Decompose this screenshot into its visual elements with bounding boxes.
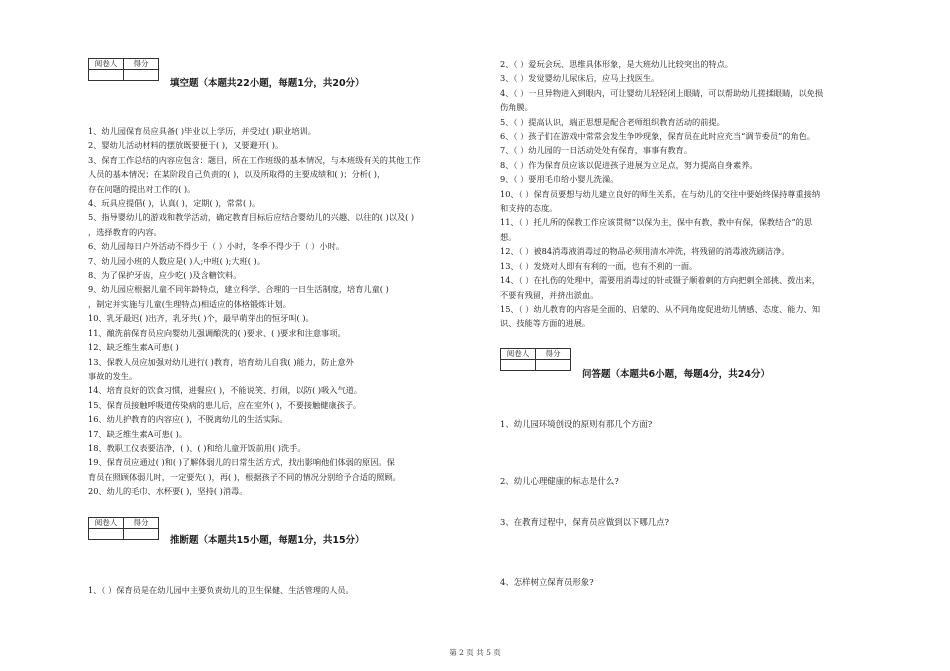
question-line: 20、幼儿的毛巾、水杯要( )，坚持( )消毒。 <box>88 486 248 497</box>
qa-question: 4、怎样树立保育员形象? <box>500 577 594 587</box>
question-line: 4、玩具应提倡( )，认真( )，定期( )，常常( )。 <box>88 198 261 209</box>
fill-blank-title: 填空题（本题共22小题，每题1分，共20分） <box>170 78 365 89</box>
question-line: 1、幼儿园保育员应具备( )毕业以上学历，并受过( )职业培训。 <box>88 126 316 136</box>
question-line: 想。 <box>500 231 517 242</box>
question-line: 育员在照顾体弱儿时，一定要先( )，再( )，根据孩子不同的情况分别给予合适的照顾。 <box>88 471 401 482</box>
question-line: 9、幼儿园应根据儿童不同年龄特点，建立科学、合理的一日生活制度，培育儿童( ) <box>88 284 389 295</box>
question-line: 18、教职工仪表要洁净，( )、( )和给儿童开饭前用( )洗手。 <box>88 442 306 453</box>
score-label: 得分 <box>124 518 159 529</box>
question-line: 和支持的态度。 <box>500 203 558 214</box>
page-footer: 第 2 页 共 5 页 <box>449 648 501 657</box>
reviewer-label: 阅卷人 <box>89 59 124 70</box>
question-line: 事故的发生。 <box>88 370 138 381</box>
qa-title: 问答题（本题共6小题，每题4分，共24分） <box>582 369 770 380</box>
question-line: 8、为了保护牙齿，应少吃( )及含糖饮料。 <box>88 270 242 281</box>
score-cell[interactable] <box>536 360 571 371</box>
judge-questions-left <box>88 583 492 597</box>
score-cell[interactable] <box>124 529 159 540</box>
qa-question: 2、幼儿心理健康的标志是什么? <box>500 476 619 486</box>
question-line: 14、（ ）在扎伤的处理中，需要用消毒过的针或镊子顺着刺的方向把刺全部挑、拨出来， <box>500 275 821 286</box>
reviewer-label: 阅卷人 <box>501 349 536 360</box>
question-line: 16、幼儿护教育的内容应( )，不脱离幼儿的生活实际。 <box>88 414 288 425</box>
question-line: 3、保育工作总结的内容应包含：题目，所在工作班级的基本情况，与本班级有关的其他工作 <box>88 154 421 165</box>
question-line: 伤角膜。 <box>500 102 533 113</box>
question-line: 8、（ ）作为保育员应该以促进孩子进展为立足点，努力提高自身素养。 <box>500 159 758 170</box>
question-line: 13、（ ）发烧对人即有有利的一面，也有不利的一面。 <box>500 260 698 271</box>
fill-blank-questions <box>88 124 492 499</box>
question-line: 14、培育良好的饮食习惯，进餐应( )，不能说笑、打闹，以防( )吸入气道。 <box>88 385 363 396</box>
question-line: 存在问题的提出对工作的( )。 <box>88 183 196 194</box>
reviewer-cell[interactable] <box>89 529 124 540</box>
question-line: 6、幼儿园每日户外活动不得少于（ ）小时，冬季不得少于（ ）小时。 <box>88 241 345 252</box>
question-line: 6、（ ）孩子们在游戏中常常会发生争吵现象，保育员在此时应充当“调节委员”的角色。 <box>500 131 816 142</box>
judge-questions-right <box>500 57 910 331</box>
question-line: 7、幼儿园小班的人数应是( )人;中班( );大班( )。 <box>88 255 265 266</box>
judge-title: 推断题（本题共15小题，每题1分，共15分） <box>170 535 365 546</box>
question-line: 12、（ ）被84消毒液消毒过的物品必须用清水冲洗，将残留的消毒液洗刷洁净。 <box>500 246 790 257</box>
score-table-fill <box>88 58 159 81</box>
question-line: 2、（ ）爱玩会玩、思维具体形象，是大班幼儿比较突出的特点。 <box>500 59 733 69</box>
question-line: ，制定并实施与儿童(生理特点)相适应的体格锻炼计划。 <box>88 298 291 309</box>
question-line: 不要有残留，并挤出淤血。 <box>500 289 599 300</box>
reviewer-cell[interactable] <box>501 360 536 371</box>
score-cell[interactable] <box>124 70 159 81</box>
score-table-judge <box>88 517 159 540</box>
score-table-qa <box>500 348 571 371</box>
question-line: 5、指导婴幼儿的游戏和教学活动，确定教育目标后应结合婴幼儿的兴趣、以往的( )以及( ) <box>88 212 415 223</box>
question-line: ，选择教育的内容。 <box>88 226 162 237</box>
reviewer-label: 阅卷人 <box>89 518 124 529</box>
question-line: 10、（ ）保育员要想与幼儿建立良好的师生关系，在与幼儿的交往中要始终保持尊重接纳 <box>500 188 821 199</box>
qa-question: 3、在教育过程中，保育员应做到以下哪几点? <box>500 517 669 527</box>
question-line: 2、婴幼儿活动材料的摆放既要便于( )，又要避开( )。 <box>88 140 284 151</box>
question-line: 12、缺乏维生素A可患( ) <box>88 342 179 353</box>
question-line: 15、（ ）幼儿教育的内容是全面的、启蒙的、从不同角度促进幼儿情感、态度、能力、知 <box>500 303 821 314</box>
question-line: 5、（ ）提高认识，端正思想是配合老师组织教育活动的前提。 <box>500 116 725 127</box>
question-line: 识、技能等方面的进展。 <box>500 318 591 329</box>
question-line: 9、（ ）要用毛巾给小婴儿洗澡。 <box>500 174 619 185</box>
question-line: 4、（ ）一旦异物进入到眼内，可让婴幼儿轻轻闭上眼睛，可以帮助幼儿搓揉眼睛，以免损 <box>500 87 824 98</box>
question-line: 10、乳牙最迟( )出齐，乳牙共( )个，最早萌芽出的恒牙叫( )。 <box>88 313 314 324</box>
score-label: 得分 <box>124 59 159 70</box>
question-line: 1、（ ）保育员是在幼儿园中主要负责幼儿的卫生保健、生活管理的人员。 <box>88 585 354 595</box>
score-label: 得分 <box>536 349 571 360</box>
question-line: 11、（ ）托儿所的保教工作应该贯彻“以保为主，保中有教，教中有保，保教结合”的思 <box>500 217 813 228</box>
qa-question: 1、幼儿园环境创设的原则有那几个方面? <box>500 419 653 429</box>
question-line: 13、保教人员应加强对幼儿进行( )教育，培育幼儿自我( )能力，防止意外 <box>88 356 354 367</box>
question-line: 19、保育员应通过( )和( )了解体弱儿的日常生活方式，找出影响他们体弱的原因。保 <box>88 457 395 468</box>
question-line: 7、（ ）幼儿园的一日活动处处有保育，事事有教育。 <box>500 145 693 156</box>
question-line: 人员的基本情况；在某阶段自己负责的( )，以及所取得的主要成绩和( )；分析( )， <box>88 169 386 180</box>
question-line: 11、酿洗前保育员应向婴幼儿强调酿洗的( )要求、( )要求和注意事项。 <box>88 327 346 338</box>
reviewer-cell[interactable] <box>89 70 124 81</box>
question-line: 3、（ ）发觉婴幼儿尿床后，应马上找医生。 <box>500 73 660 84</box>
question-line: 15、保育员接触呼吸道传染病的患儿后，应在室外( )，不要接触健康孩子。 <box>88 399 362 410</box>
question-line: 17、缺乏维生素A可患( )。 <box>88 428 188 439</box>
